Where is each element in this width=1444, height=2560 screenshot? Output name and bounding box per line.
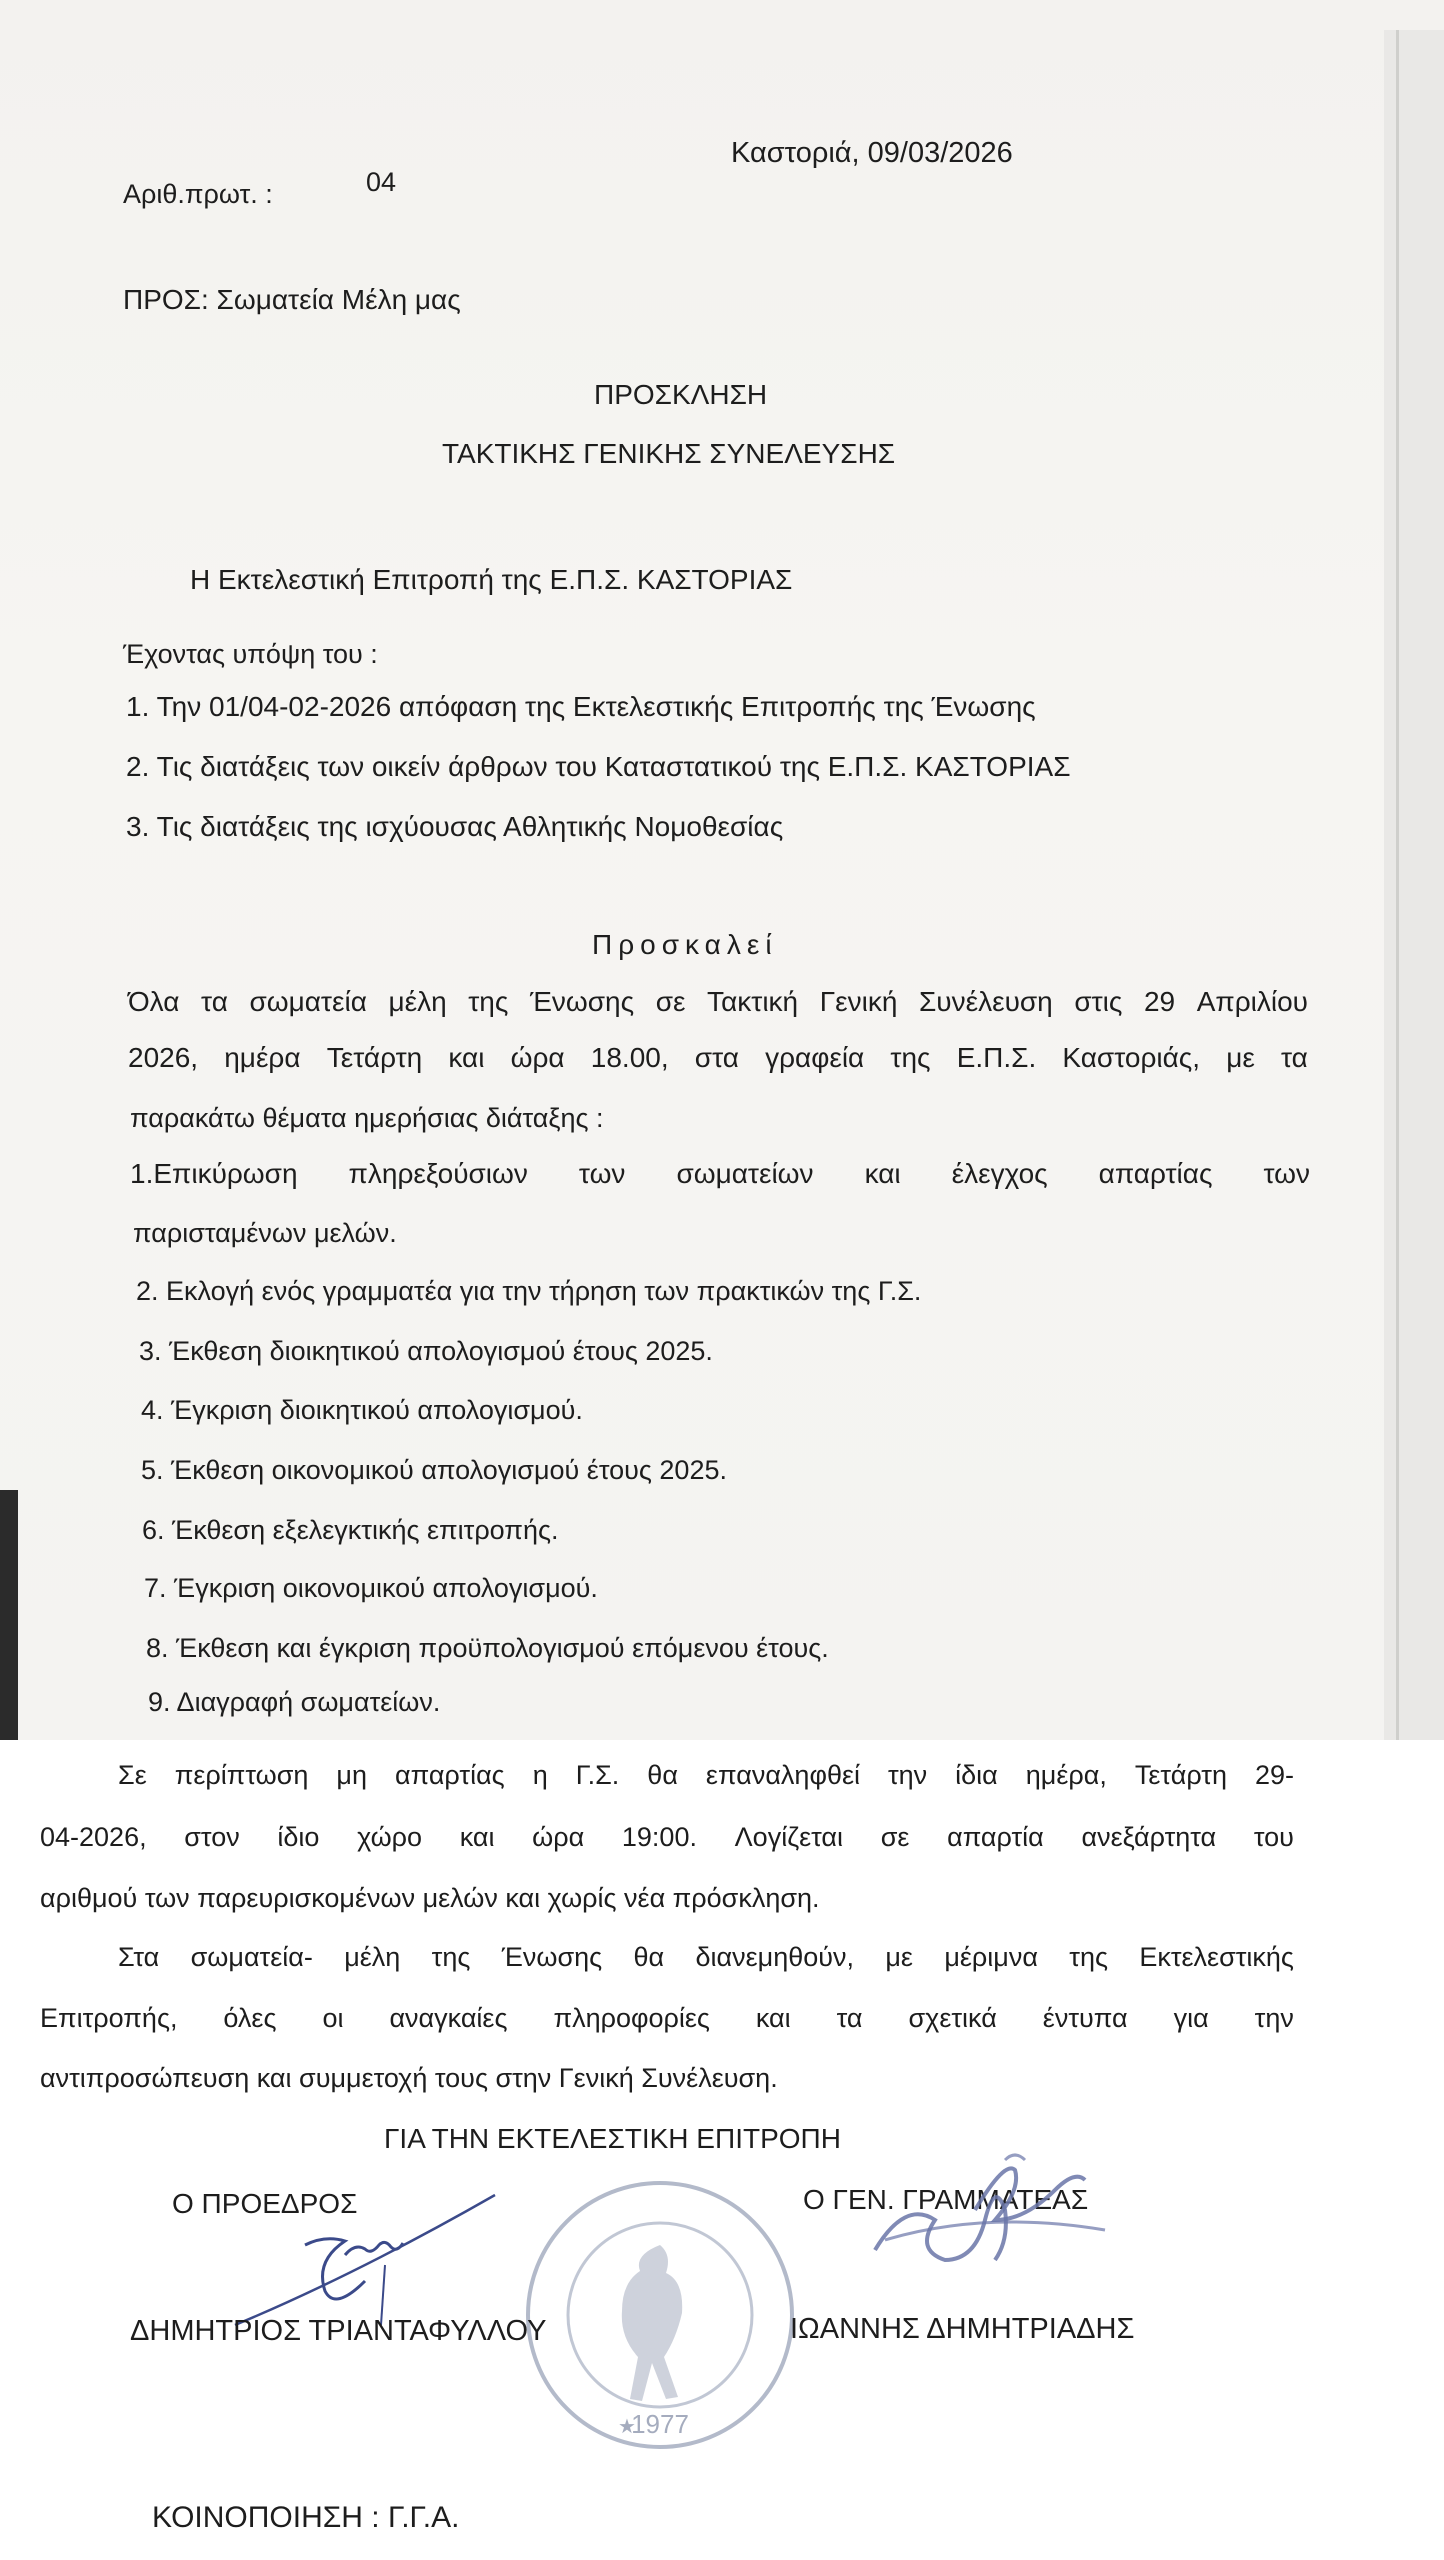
word: περίπτωση [174,1760,309,1790]
cc-line: ΚΟΙΝΟΠΟΙΗΣΗ : Γ.Γ.Α. [152,2501,460,2534]
word: χώρο [357,1822,423,1852]
word: μη [336,1760,367,1790]
place-date: Καστοριά, 09/03/2026 [731,137,1013,169]
agenda-item: παρισταμένων μελών. [133,1218,397,1248]
word: μέλη [388,986,447,1017]
committee-line: Η Εκτελεστική Επιτροπή της Ε.Π.Σ. ΚΑΣΤΟΡΙΑΣ [190,564,793,595]
word: μέλη [344,1942,401,1972]
considering-line: Έχοντας υπόψη του : [123,639,378,669]
word: της [1069,1942,1108,1972]
word: Τετάρτη [326,1042,423,1073]
word: Συνέλευση [918,986,1053,1017]
word: της [468,986,509,1017]
invite-heading: Προσκαλεί [592,929,778,960]
for-committee: ΓΙΑ ΤΗΝ ΕΚΤΕΛΕΣΤΙΚΗ ΕΠΙΤΡΟΠΗ [384,2123,841,2154]
word: ημέρα [224,1042,301,1073]
word: σωματείων [676,1158,814,1189]
word: αναγκαίες [389,2003,508,2033]
president-signature [215,2185,515,2335]
word: για [1173,2003,1209,2033]
word: πληροφορίες [553,2003,710,2033]
word: τα [836,2003,863,2033]
word: την [887,1760,928,1790]
distribution-line [118,1942,1294,1973]
word: Τετάρτη [1134,1760,1227,1790]
word: και [755,2003,791,2033]
word: 04-2026, [40,1822,147,1852]
word: ανεξάρτητα [1081,1822,1217,1852]
page-shadow-edge [1384,30,1444,1740]
secretary-title: Ο ΓΕΝ. ΓΡΑΜΜΑΤΕΑΣ [803,2184,1089,2215]
word: της [890,1042,931,1073]
distribution-line: αντιπροσώπευση και συμμετοχή τους στην Γενική Συνέλευση. [40,2063,778,2093]
president-name: ΔΗΜΗΤΡΙΟΣ ΤΡΙΑΝΤΑΦΥΛΛΟΥ [130,2315,547,2347]
word: Ένωσης [529,986,635,1017]
invite-line [128,986,1308,1018]
word: Στα [118,1942,160,1972]
word: 19:00. [621,1822,697,1852]
distribution-line [40,2003,1294,2034]
word: των [1263,1158,1310,1189]
word: τα [1281,1042,1308,1073]
word: Σε [118,1760,147,1790]
word: έλεγχος [951,1158,1048,1189]
word: και [459,1822,495,1852]
official-stamp [510,2165,810,2465]
word: Λογίζεται [734,1822,844,1852]
word: απαρτία [947,1822,1044,1852]
word: ίδια [955,1760,998,1790]
word: Γενική [819,986,898,1017]
quorum-line [118,1760,1294,1791]
word: των [578,1158,626,1189]
word: Όλα [128,986,180,1017]
doc-title: ΠΡΟΣΚΛΗΣΗ [594,379,768,410]
word: Ένωσης [501,1942,603,1972]
word: 18.00, [590,1042,669,1073]
invite-line: παρακάτω θέματα ημερήσιας διάταξης : [130,1103,604,1133]
president-title: Ο ΠΡΟΕΔΡΟΣ [172,2188,358,2219]
doc-subtitle: ΤΑΚΤΙΚΗΣ ΓΕΝΙΚΗΣ ΣΥΝΕΛΕΥΣΗΣ [442,438,896,469]
word: την [1254,2003,1294,2033]
word: του [1253,1822,1294,1852]
word: όλες [223,2003,277,2033]
stamp-year: 1977 [631,2409,689,2439]
consideration-item: 2. Τις διατάξεις των οικείν άρθρων του Καταστατικού της Ε.Π.Σ. ΚΑΣΤΟΡΙΑΣ [126,751,1071,782]
secretary-name: ΙΩΑΝΝΗΣ ΔΗΜΗΤΡΙΑΔΗΣ [790,2313,1135,2345]
agenda-item: 9. Διαγραφή σωματείων. [148,1687,441,1717]
word: Καστοριάς, [1062,1042,1201,1073]
quorum-line: αριθμού των παρευρισκομένων μελών και χωρίς νέα πρόσκληση. [40,1883,820,1913]
word: με [885,1942,913,1972]
invite-line [128,1042,1308,1074]
page-edge-line [1396,30,1399,1740]
word: σε [880,1822,910,1852]
protocol-label: Αριθ.πρωτ. : [123,179,273,209]
word: μέριμνα [944,1942,1038,1972]
word: πληρεξούσιων [348,1158,528,1189]
agenda-item [130,1158,1310,1190]
word: Ε.Π.Σ. [956,1042,1037,1073]
word: με [1226,1042,1255,1073]
word: απαρτίας [394,1760,505,1790]
agenda-item: 2. Εκλογή ενός γραμματέα για την τήρηση των πρακτικών της Γ.Σ. [136,1276,922,1306]
agenda-item: 5. Έκθεση οικονομικού απολογισμού έτους 2025. [141,1455,727,1485]
word: και [448,1042,485,1073]
word: Εκτελεστικής [1139,1942,1294,1972]
word: ώρα [532,1822,585,1852]
secretary-signature [855,2140,1135,2290]
word: ίδιο [277,1822,320,1852]
word: τα [201,986,228,1017]
recipients: ΠΡΟΣ: Σωματεία Μέλη μας [123,284,461,315]
svg-text:★: ★ [618,2414,636,2438]
word: στον [184,1822,240,1852]
word: ημέρα, [1025,1760,1107,1790]
word: οι [322,2003,344,2033]
quorum-line [40,1822,1294,1853]
word: ώρα [510,1042,565,1073]
agenda-item: 7. Έγκριση οικονομικού απολογισμού. [144,1573,598,1603]
word: θα [633,1942,665,1972]
word: στα [694,1042,739,1073]
protocol-number: 04 [366,167,397,197]
word: γραφεία [765,1042,865,1073]
agenda-item: 6. Έκθεση εξελεγκτικής επιτροπής. [142,1515,559,1545]
consideration-item: 3. Τις διατάξεις της ισχύουσας Αθλητικής Νομοθεσίας [126,811,784,842]
agenda-item: 8. Έκθεση και έγκριση προϋπολογισμού επόμενου έτους. [146,1633,829,1663]
scan-border [0,1490,18,1740]
word: σε [655,986,686,1017]
word: σωματεία- [190,1942,313,1972]
word: Επιτροπής, [40,2003,178,2033]
word: επαναληφθεί [705,1760,860,1790]
consideration-item: 1. Την 01/04-02-2026 απόφαση της Εκτελεστικής Επιτροπής της Ένωσης [126,691,1036,722]
word: στις [1074,986,1123,1017]
word: Τακτική [707,986,799,1017]
word: Γ.Σ. [575,1760,620,1790]
word: 29 [1143,986,1176,1017]
agenda-item: 3. Έκθεση διοικητικού απολογισμού έτους 2025. [139,1336,713,1366]
word: 2026, [128,1042,199,1073]
word: 1.Επικύρωση [130,1158,298,1189]
word: σωματεία [249,986,367,1017]
word: σχετικά [908,2003,997,2033]
word: διανεμηθούν, [695,1942,855,1972]
word: της [431,1942,471,1972]
word: η [532,1760,548,1790]
word: απαρτίας [1098,1158,1213,1189]
word: 29- [1254,1760,1294,1790]
agenda-item: 4. Έγκριση διοικητικού απολογισμού. [141,1395,583,1425]
word: έντυπα [1042,2003,1128,2033]
word: Απριλίου [1196,986,1308,1017]
word: θα [647,1760,678,1790]
word: και [864,1158,901,1189]
